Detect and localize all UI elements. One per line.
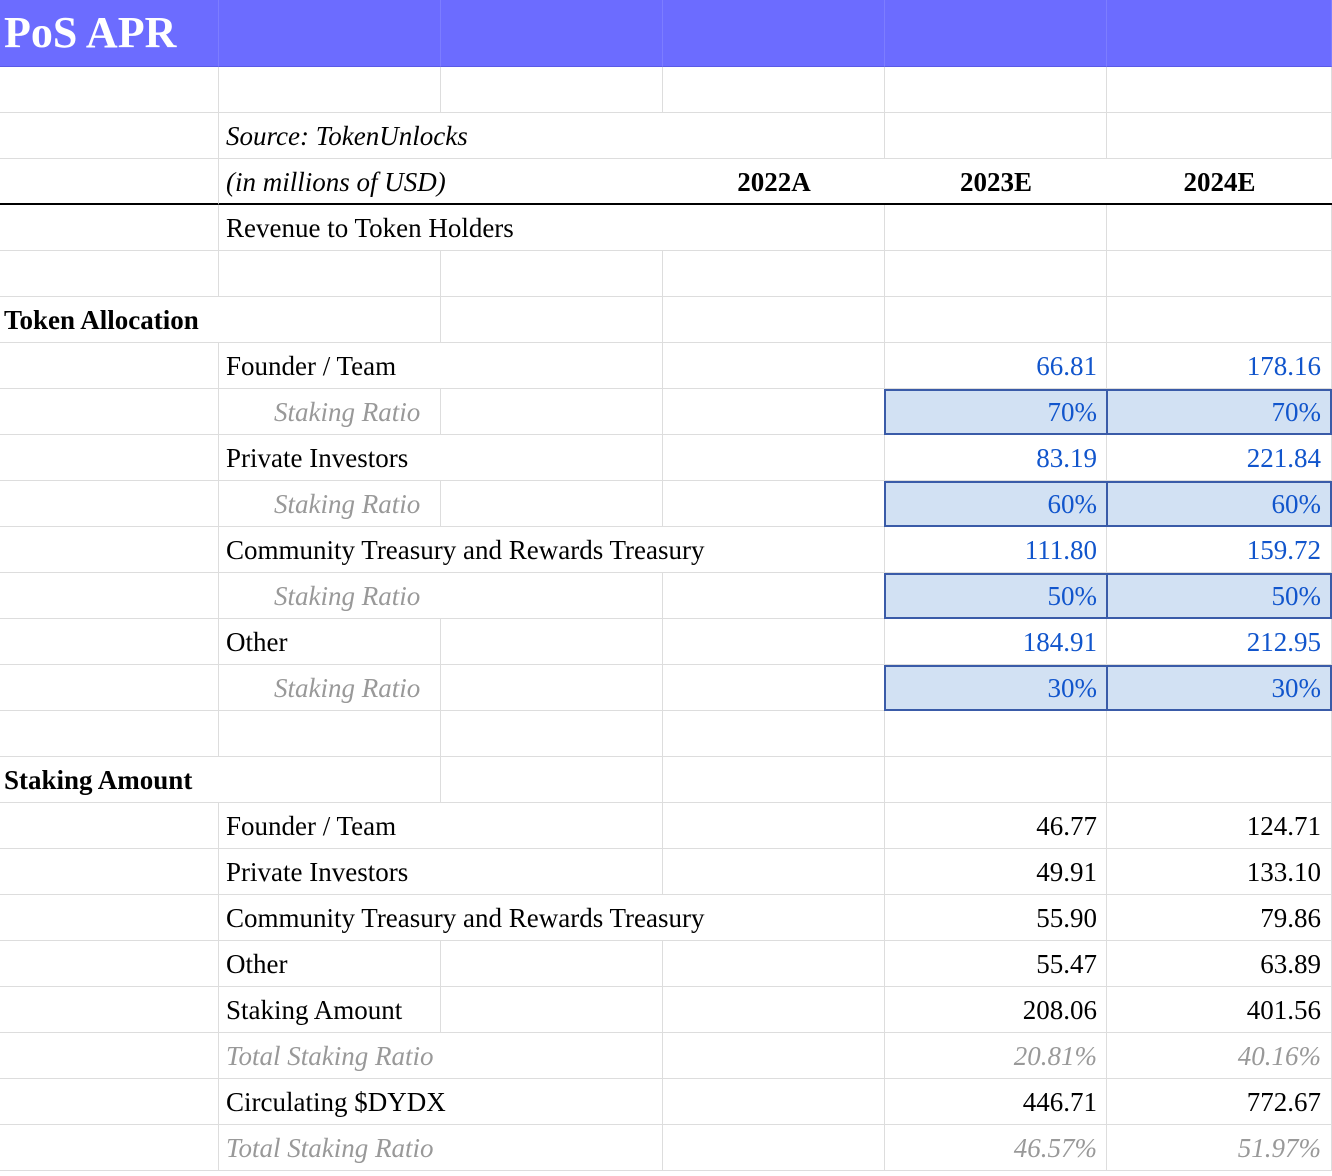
- circulating-2024: 772.67: [1246, 1087, 1321, 1117]
- cell[interactable]: [0, 343, 219, 389]
- cell[interactable]: [663, 1033, 885, 1079]
- staking-2023-value: 46.77: [1036, 811, 1097, 841]
- section-heading-row: [0, 757, 1332, 803]
- cell[interactable]: [441, 711, 663, 757]
- total-staking-ratio-label: Total Staking Ratio: [226, 1041, 434, 1071]
- allocation-2024-value: 178.16: [1246, 351, 1321, 381]
- staking-row-label: Founder / Team: [226, 811, 397, 841]
- cell[interactable]: [885, 0, 1107, 67]
- cell[interactable]: [663, 435, 885, 481]
- cell[interactable]: [0, 573, 219, 619]
- staking-amount-heading: Staking Amount: [4, 765, 193, 795]
- cell[interactable]: [441, 573, 663, 619]
- section-heading-row: [0, 297, 1332, 343]
- cell[interactable]: [0, 711, 219, 757]
- cell[interactable]: [441, 389, 663, 435]
- staking-2024-value: 124.71: [1246, 811, 1321, 841]
- cell[interactable]: [0, 987, 219, 1033]
- allocation-label: Other: [226, 627, 288, 657]
- cell[interactable]: [441, 435, 663, 481]
- total-staking-ratio-2024: 51.97%: [1237, 1133, 1321, 1163]
- total-staking-ratio-label: Total Staking Ratio: [226, 1133, 434, 1163]
- revenue-label: Revenue to Token Holders: [226, 213, 514, 243]
- staking-total-2024: 401.56: [1246, 995, 1321, 1025]
- cell[interactable]: [0, 481, 219, 527]
- cell[interactable]: [663, 0, 885, 67]
- cell[interactable]: [0, 67, 219, 113]
- cell[interactable]: [441, 803, 663, 849]
- allocation-2024-value: 212.95: [1246, 627, 1321, 657]
- cell[interactable]: [663, 803, 885, 849]
- cell[interactable]: [663, 757, 885, 803]
- circulating-2023: 446.71: [1022, 1087, 1097, 1117]
- cell[interactable]: [441, 1079, 663, 1125]
- cell[interactable]: [1107, 0, 1332, 67]
- cell[interactable]: [441, 619, 663, 665]
- staking-ratio-label: Staking Ratio: [274, 673, 421, 703]
- table-row: [0, 67, 1332, 113]
- year-2024e-header: 2024E: [1183, 167, 1256, 197]
- table-row: [0, 481, 1332, 527]
- staking-2023-value: 55.47: [1036, 949, 1097, 979]
- staking-ratio-label: Staking Ratio: [274, 581, 421, 611]
- staking-ratio-2024: 50%: [1271, 581, 1321, 611]
- cell[interactable]: [441, 343, 663, 389]
- cell[interactable]: [441, 757, 663, 803]
- cell[interactable]: [663, 1125, 885, 1171]
- staking-ratio-2024: 60%: [1271, 489, 1321, 519]
- table-row: [0, 573, 1332, 619]
- circulating-label: Circulating $DYDX: [226, 1087, 446, 1117]
- cell[interactable]: [219, 67, 441, 113]
- cell[interactable]: [663, 67, 885, 113]
- table-row: [0, 343, 1332, 389]
- cell[interactable]: [663, 297, 885, 343]
- cell[interactable]: [441, 0, 663, 67]
- staking-row-label: Private Investors: [226, 857, 409, 887]
- cell[interactable]: [219, 0, 441, 67]
- table-row: [0, 113, 1332, 159]
- cell[interactable]: [0, 389, 219, 435]
- allocation-label: Private Investors: [226, 443, 409, 473]
- allocation-label: Founder / Team: [226, 351, 397, 381]
- cell[interactable]: [663, 389, 885, 435]
- cell[interactable]: [441, 987, 663, 1033]
- cell[interactable]: [1107, 205, 1332, 251]
- staking-total-label: Staking Amount: [226, 995, 403, 1025]
- staking-total-2023: 208.06: [1022, 995, 1097, 1025]
- cell[interactable]: [441, 941, 663, 987]
- token-allocation-heading: Token Allocation: [4, 305, 199, 335]
- cell[interactable]: [663, 113, 885, 159]
- table-row: [0, 941, 1332, 987]
- staking-ratio-2023: 30%: [1047, 673, 1097, 703]
- units-note: (in millions of USD): [226, 167, 446, 197]
- year-2023e-header: 2023E: [959, 167, 1032, 197]
- allocation-2023-value: 66.81: [1036, 351, 1097, 381]
- cell[interactable]: [885, 297, 1107, 343]
- table-row: [0, 251, 1332, 297]
- staking-ratio-label: Staking Ratio: [274, 489, 421, 519]
- cell[interactable]: [0, 849, 219, 895]
- cell[interactable]: [663, 205, 885, 251]
- table-row: [0, 895, 1332, 941]
- cell[interactable]: [0, 435, 219, 481]
- table-row: [0, 619, 1332, 665]
- allocation-2023-value: 111.80: [1024, 535, 1097, 565]
- staking-2024-value: 133.10: [1246, 857, 1321, 887]
- table-row: [0, 711, 1332, 757]
- cell[interactable]: [441, 251, 663, 297]
- total-staking-ratio-2023: 46.57%: [1013, 1133, 1097, 1163]
- cell[interactable]: [0, 1125, 219, 1171]
- cell[interactable]: [1107, 711, 1332, 757]
- cell[interactable]: [0, 205, 219, 251]
- title-row: [0, 0, 1332, 67]
- cell[interactable]: [219, 757, 441, 803]
- cell[interactable]: [663, 987, 885, 1033]
- cell[interactable]: [1107, 67, 1332, 113]
- staking-ratio-2024: 30%: [1271, 673, 1321, 703]
- cell[interactable]: [219, 711, 441, 757]
- sheet-title: PoS APR: [4, 8, 177, 57]
- cell[interactable]: [441, 1125, 663, 1171]
- cell[interactable]: [1107, 251, 1332, 297]
- cell[interactable]: [663, 619, 885, 665]
- table-row: [0, 849, 1332, 895]
- year-2022a-header: 2022A: [737, 167, 811, 197]
- staking-2023-value: 49.91: [1036, 857, 1097, 887]
- cell[interactable]: [663, 711, 885, 757]
- cell[interactable]: [441, 1033, 663, 1079]
- cell[interactable]: [885, 205, 1107, 251]
- staking-ratio-2023: 70%: [1047, 397, 1097, 427]
- cell[interactable]: [0, 665, 219, 711]
- cell[interactable]: [441, 665, 663, 711]
- cell[interactable]: [0, 159, 219, 205]
- cell[interactable]: [0, 251, 219, 297]
- allocation-label: Community Treasury and Rewards Treasury: [226, 535, 705, 565]
- table-row: [0, 665, 1332, 711]
- cell[interactable]: [885, 67, 1107, 113]
- staking-ratio-label: Staking Ratio: [274, 397, 421, 427]
- cell[interactable]: [885, 711, 1107, 757]
- staking-2024-value: 79.86: [1260, 903, 1321, 933]
- cell[interactable]: [0, 803, 219, 849]
- allocation-2024-value: 221.84: [1246, 443, 1321, 473]
- table-row: [0, 803, 1332, 849]
- cell[interactable]: [441, 67, 663, 113]
- staking-row-label: Other: [226, 949, 288, 979]
- staking-2024-value: 63.89: [1260, 949, 1321, 979]
- cell[interactable]: [663, 1079, 885, 1125]
- year-header-row: [0, 159, 1332, 205]
- table-row: [0, 1125, 1332, 1171]
- total-staking-ratio-2024: 40.16%: [1237, 1041, 1321, 1071]
- cell[interactable]: [0, 1033, 219, 1079]
- cell[interactable]: [441, 849, 663, 895]
- table-row: [0, 435, 1332, 481]
- cell[interactable]: [441, 159, 663, 205]
- allocation-2023-value: 83.19: [1036, 443, 1097, 473]
- source-note: Source: TokenUnlocks: [226, 121, 468, 151]
- cell[interactable]: [663, 573, 885, 619]
- table-row: [0, 1079, 1332, 1125]
- table-row: [0, 987, 1332, 1033]
- cell[interactable]: [1107, 113, 1332, 159]
- cell[interactable]: [885, 113, 1107, 159]
- cell[interactable]: [219, 297, 441, 343]
- cell[interactable]: [663, 665, 885, 711]
- cell[interactable]: [663, 941, 885, 987]
- table-row: [0, 527, 1332, 573]
- staking-ratio-2024: 70%: [1271, 397, 1321, 427]
- cell[interactable]: [885, 251, 1107, 297]
- cell[interactable]: [663, 481, 885, 527]
- allocation-2024-value: 159.72: [1246, 535, 1321, 565]
- cell[interactable]: [441, 297, 663, 343]
- table-row: [0, 389, 1332, 435]
- cell[interactable]: [663, 343, 885, 389]
- cell[interactable]: [0, 619, 219, 665]
- staking-ratio-2023: 60%: [1047, 489, 1097, 519]
- cell[interactable]: [0, 1079, 219, 1125]
- cell[interactable]: [0, 113, 219, 159]
- cell[interactable]: [0, 527, 219, 573]
- cell[interactable]: [0, 941, 219, 987]
- table-row: [0, 1033, 1332, 1079]
- total-staking-ratio-2023: 20.81%: [1013, 1041, 1097, 1071]
- cell[interactable]: [441, 481, 663, 527]
- cell[interactable]: [219, 251, 441, 297]
- staking-row-label: Community Treasury and Rewards Treasury: [226, 903, 705, 933]
- cell[interactable]: [0, 895, 219, 941]
- staking-ratio-2023: 50%: [1047, 581, 1097, 611]
- cell[interactable]: [885, 757, 1107, 803]
- cell[interactable]: [663, 849, 885, 895]
- table-row: [0, 205, 1332, 251]
- cell[interactable]: [1107, 297, 1332, 343]
- cell[interactable]: [663, 251, 885, 297]
- allocation-2023-value: 184.91: [1022, 627, 1097, 657]
- cell[interactable]: [1107, 757, 1332, 803]
- cell[interactable]: [441, 113, 663, 159]
- staking-2023-value: 55.90: [1036, 903, 1097, 933]
